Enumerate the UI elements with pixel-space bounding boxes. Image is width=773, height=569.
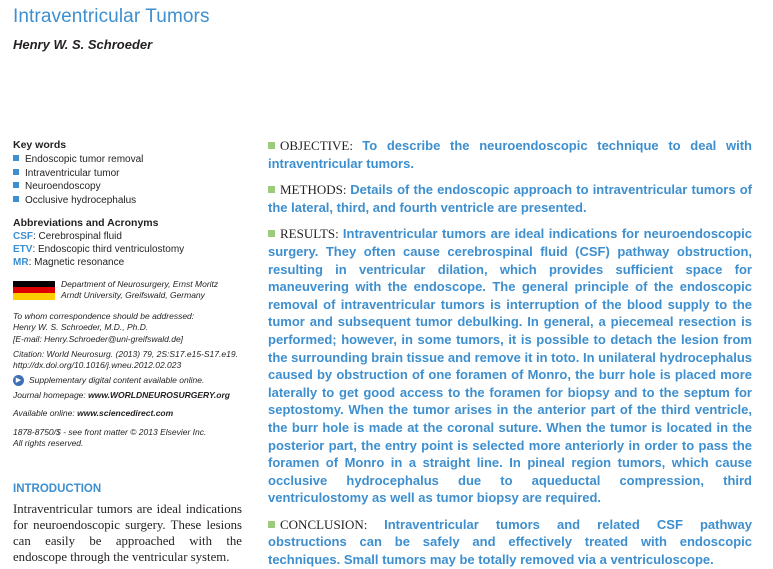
square-bullet-icon bbox=[13, 169, 19, 175]
keyword-item: Occlusive hydrocephalus bbox=[13, 194, 253, 208]
square-bullet-icon bbox=[13, 196, 19, 202]
flag-stripe bbox=[13, 293, 55, 299]
introduction-heading: INTRODUCTION bbox=[13, 483, 102, 495]
abbreviation-item: ETV: Endoscopic third ventriculostomy bbox=[13, 244, 185, 256]
germany-flag-icon bbox=[13, 281, 55, 300]
square-bullet-icon bbox=[13, 155, 19, 161]
journal-link[interactable]: www.WORLDNEUROSURGERY.org bbox=[88, 390, 230, 401]
square-bullet-icon bbox=[268, 186, 275, 193]
keyword-item: Intraventricular tumor bbox=[13, 167, 253, 181]
keywords-list bbox=[13, 153, 253, 208]
square-bullet-icon bbox=[13, 182, 19, 188]
available-online: Available online: www.sciencedirect.com bbox=[13, 407, 174, 418]
citation: Citation: World Neurosurg. (2013) 79, 2S:S17.e15-S17.e19. http://dx.doi.org/10.1016/j.wneu.2012.02.023 bbox=[13, 349, 253, 372]
author-name: Henry W. S. Schroeder bbox=[13, 37, 153, 52]
introduction-text: Intraventricular tumors are ideal indications for neuroendoscopic surgery. These lesions can easily be approached with the endoscope through the ventricular system. bbox=[13, 502, 242, 565]
keywords-heading: Key words bbox=[13, 139, 67, 151]
square-bullet-icon bbox=[268, 521, 275, 528]
correspondence: To whom correspondence should be addressed: Henry W. S. Schroeder, M.D., Ph.D. [E-mail: Henry.Schroeder@uni-greifswald.de] bbox=[13, 311, 253, 345]
square-bullet-icon bbox=[268, 142, 275, 149]
journal-homepage: Journal homepage: www.WORLDNEUROSURGERY.org bbox=[13, 390, 230, 401]
abstract-objective: OBJECTIVE: To describe the neuroendoscopic technique to deal with intraventricular tumors. bbox=[268, 138, 752, 171]
abstract-conclusion: CONCLUSION: Intraventricular tumors and related CSF pathway obstructions can be safely and effectively treated with endoscopic techniques. Small tumors may be totally removed via a ventriculoscope. bbox=[268, 516, 752, 568]
abbreviation-item: MR: Magnetic resonance bbox=[13, 257, 125, 269]
abstract-methods: METHODS: Details of the endoscopic approach to intraventricular tumors of the lateral, third, and fourth ventricle are presented. bbox=[268, 182, 752, 215]
abstract-results: RESULTS: Intraventricular tumors are ideal indications for neuroendoscopic surgery. They often cause cerebrospinal fluid (CSF) pathway obstruction, resulting in ventricular dilation, which provides sufficient space for maneuvering with the endoscope. The general principle of the endoscopic removal of intraventricular tumors is interruption of the blood supply to the tumor and subsequent tumor debulking. In general, a piecemeal resection is performed; however, in some tumors, it is possible to detach the lesion from the surrounding brain tissue and remove it in toto. In unilateral hydrocephalus caused by obstruction of one foramen of Monro, the burr hole is placed more laterally to get good access to the foramen for biopsy and to the septum for septostomy. When the tumor arises in the anterior part of the third ventricle, the burr hole is made at the coronal suture. When the tumor is located in the posterior part, the entry point is selected more anteriorly in order to pass the foramen of Monro in a straight line. In pineal region tumors, which cause occlusive hydrocephalus due to aqueductal compression, third ventriculostomy as well as tumor biopsy are required. bbox=[268, 226, 753, 506]
affiliation-text: Department of Neurosurgery, Ernst Moritz Arndt University, Greifswald, Germany bbox=[61, 278, 219, 301]
abstract bbox=[268, 137, 752, 569]
sciencedirect-link[interactable]: www.sciencedirect.com bbox=[77, 407, 174, 418]
play-icon[interactable]: ▶ bbox=[13, 375, 24, 386]
sidebar bbox=[13, 139, 253, 450]
keyword-item: Endoscopic tumor removal bbox=[13, 153, 253, 167]
email-link[interactable]: [E-mail: Henry.Schroeder@uni-greifswald.de] bbox=[13, 333, 184, 344]
affiliation bbox=[13, 279, 253, 307]
supplementary-note[interactable]: ▶ Supplementary digital content available online. bbox=[13, 375, 253, 386]
copyright: 1878-8750/$ - see front matter © 2013 Elsevier Inc. All rights reserved. bbox=[13, 426, 207, 449]
abbreviations-heading: Abbreviations and Acronyms bbox=[13, 216, 159, 229]
abbreviation-item: CSF: Cerebrospinal fluid bbox=[13, 230, 122, 242]
keyword-item: Neuroendoscopy bbox=[13, 180, 253, 194]
article-title: Intraventricular Tumors bbox=[13, 6, 210, 27]
doi-link[interactable]: http://dx.doi.org/10.1016/j.wneu.2012.02.023 bbox=[13, 360, 182, 371]
square-bullet-icon bbox=[268, 230, 275, 237]
